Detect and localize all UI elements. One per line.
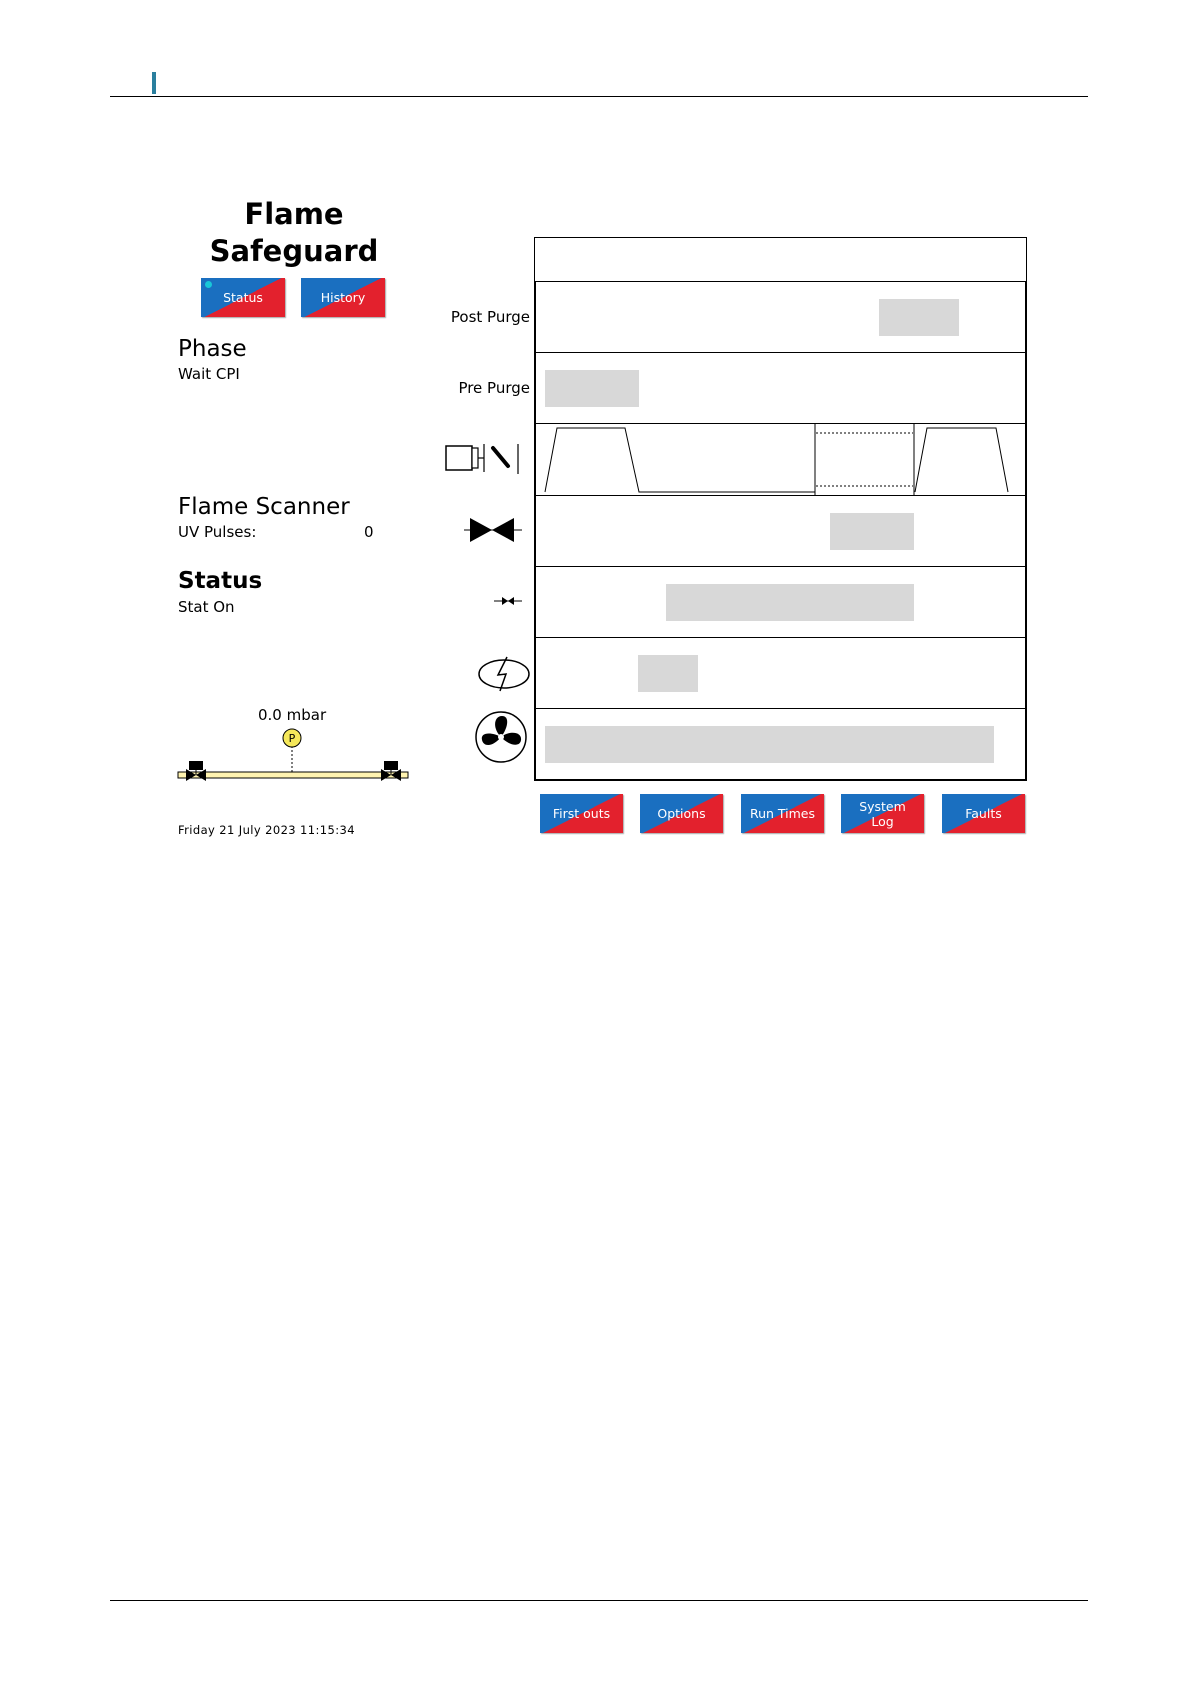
faults-button[interactable] [942,794,1025,833]
flame-scanner-heading: Flame Scanner [178,494,350,520]
options-button[interactable] [640,794,723,833]
uv-pulses-label: UV Pulses: [178,523,257,541]
main-valve-bar [830,513,914,550]
post-purge-bar [879,299,959,336]
timeline-row-pre-purge [535,352,1026,423]
run-times-label: Run Times [749,806,816,821]
timeline-row-pilot-valve [535,566,1026,637]
timeline-row-actuator [535,423,1026,495]
title-line-2: Safeguard [209,234,379,268]
history-button[interactable] [301,278,385,317]
post-purge-label: Post Purge [450,308,530,326]
status-value: Stat On [178,598,235,616]
actuator-damper-icon [444,440,524,476]
pressure-reading: 0.0 mbar [258,706,327,724]
options-label: Options [657,806,706,821]
header-accent-mark [152,72,156,94]
status-button[interactable] [201,278,285,317]
first-outs-button[interactable] [540,794,623,833]
fan-bar [545,726,994,763]
system-log-label-line2: Log [871,813,894,829]
faults-label: Faults [965,806,1002,821]
pilot-valve-icon [492,593,524,609]
timeline-row-post-purge [535,281,1026,352]
run-times-button[interactable] [741,794,824,833]
status-button-label: Status [223,290,263,305]
main-valve-icon [462,514,524,546]
uv-pulses-value: 0 [364,523,374,541]
ignition-bar [638,655,698,692]
first-outs-label: First outs [552,806,611,821]
ignition-spark-icon [476,654,532,694]
timeline-row-fan [535,708,1026,780]
timeline-row-ignition [535,637,1026,708]
status-active-indicator [205,281,212,288]
title-line-1: Flame [244,197,344,231]
gas-pipe [178,772,408,778]
pre-purge-bar [545,370,639,407]
timeline-header [535,238,1026,281]
status-heading: Status [178,568,263,594]
timeline-row-main-valve [535,495,1026,566]
phase-heading: Phase [178,336,247,362]
pre-purge-label: Pre Purge [458,379,530,397]
fan-icon [474,710,528,764]
system-log-button[interactable] [841,794,924,833]
gas-train-diagram [174,728,414,786]
footer-rule [110,1600,1088,1601]
phase-value: Wait CPI [178,365,240,383]
history-button-label: History [320,290,366,305]
datetime-readout: Friday 21 July 2023 11:15:34 [178,823,355,837]
header-rule [110,96,1088,97]
system-log-label-line1: System [859,798,906,814]
panel-title [200,196,388,270]
pilot-valve-bar [666,584,914,621]
actuator-position-trace [536,424,1027,496]
pressure-sensor-label: P [288,732,296,745]
